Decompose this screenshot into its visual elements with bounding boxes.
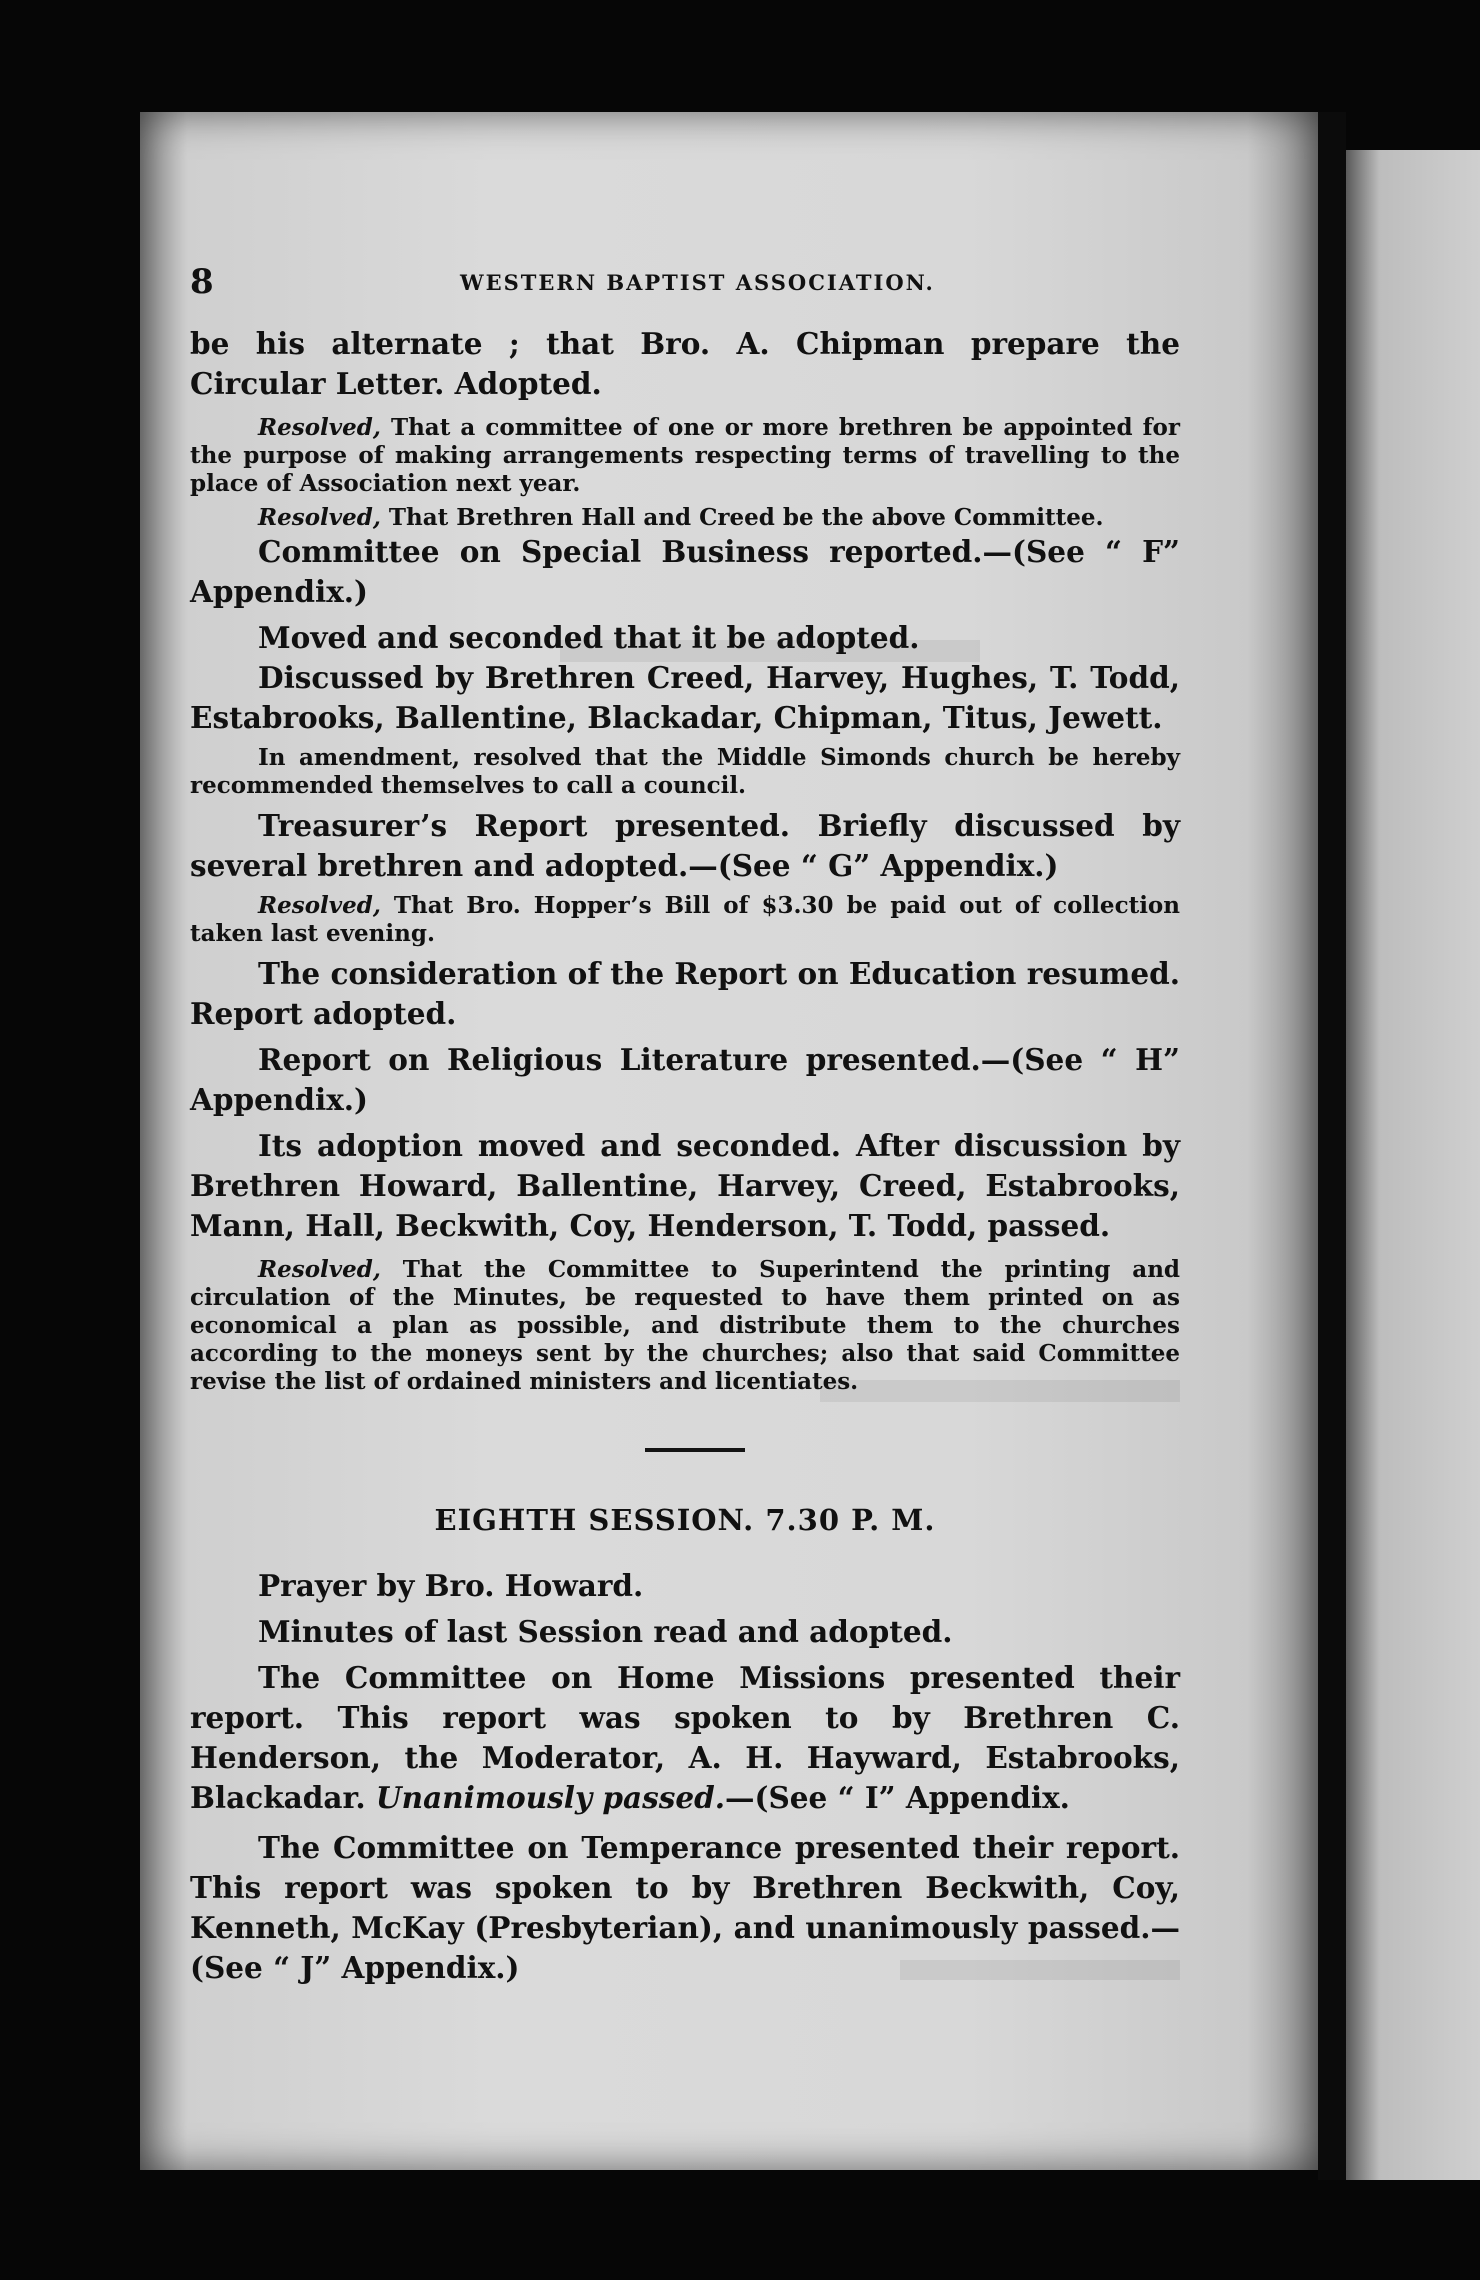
paragraph: In amendment, resolved that the Middle Simonds church be hereby recommended themselves to call a council. [190,744,1180,799]
paragraph-italic: Unanimously passed. [375,1780,726,1815]
session-heading: EIGHTH SESSION. 7.30 P. M. [434,1503,936,1537]
resolution [190,504,1180,532]
resolved-label: Resolved, [258,504,381,531]
resolution [190,414,1180,498]
paragraph: Report on Religious Literature presented.—(See “ H” Appendix.) [190,1042,1180,1117]
resolved-label: Resolved, [258,414,381,441]
page-content [190,262,1180,1988]
paragraph: be his alternate ; that Bro. A. Chipman prepare the Circular Letter. Adopted. [190,326,1180,401]
resolved-label: Resolved, [258,892,381,919]
paragraph-text: The Committee on Home Missions presented their report. This report was spoken to by Brethren C. Henderson, the Moderator, A. H. Hayward, Estabrooks, Blackadar. [190,1660,1180,1815]
resolution-text: That a committee of one or more brethren be appointed for the purpose of making arrangements respecting terms of travelling to the place of Association next year. [190,414,1180,497]
resolution-text: That Bro. Hopper’s Bill of $3.30 be paid out of collection taken last evening. [190,892,1180,947]
paragraph: Minutes of last Session read and adopted. [258,1614,953,1649]
paragraph: Committee on Special Business reported.—(See “ F” Appendix.) [190,534,1180,609]
facing-page-edge [1346,150,1480,2180]
paragraph [190,1658,1180,1818]
section-divider [645,1448,745,1452]
resolution [190,892,1180,948]
resolution-text: That the Committee to Superintend the printing and circulation of the Minutes, be requested to have them printed on as economical a plan as possible, and distribute them to the churches according to the moneys sent by the churches; also that said Committee revise the list of ordained ministers and licentiates. [190,1256,1180,1395]
book-gutter [1318,112,1346,2180]
resolution [190,1256,1180,1396]
paragraph: The consideration of the Report on Education resumed. Report adopted. [190,956,1180,1031]
paragraph: Its adoption moved and seconded. After discussion by Brethren Howard, Ballentine, Harvey, Creed, Estabrooks, Mann, Hall, Beckwith, Coy, Henderson, T. Todd, passed. [190,1128,1180,1243]
paragraph: Prayer by Bro. Howard. [258,1568,644,1603]
paragraph: Moved and seconded that it be adopted. [258,620,920,655]
paragraph: Treasurer’s Report presented. Briefly discussed by several brethren and adopted.—(See “ G” Appendix.) [190,808,1180,883]
paragraph-text: —(See “ I” Appendix. [725,1780,1070,1815]
running-title: WESTERN BAPTIST ASSOCIATION. [460,270,935,295]
resolution-text: That Brethren Hall and Creed be the above Committee. [380,504,1104,531]
resolved-label: Resolved, [258,1256,381,1283]
paragraph: Discussed by Brethren Creed, Harvey, Hughes, T. Todd, Estabrooks, Ballentine, Blackadar, Chipman, Titus, Jewett. [190,660,1180,735]
page-number: 8 [190,262,214,302]
paragraph: The Committee on Temperance presented their report. This report was spoken to by Brethren Beckwith, Coy, Kenneth, McKay (Presbyterian), and unanimously passed.—(See “ J” Appendix.) [190,1830,1180,1985]
running-head [190,262,1180,306]
